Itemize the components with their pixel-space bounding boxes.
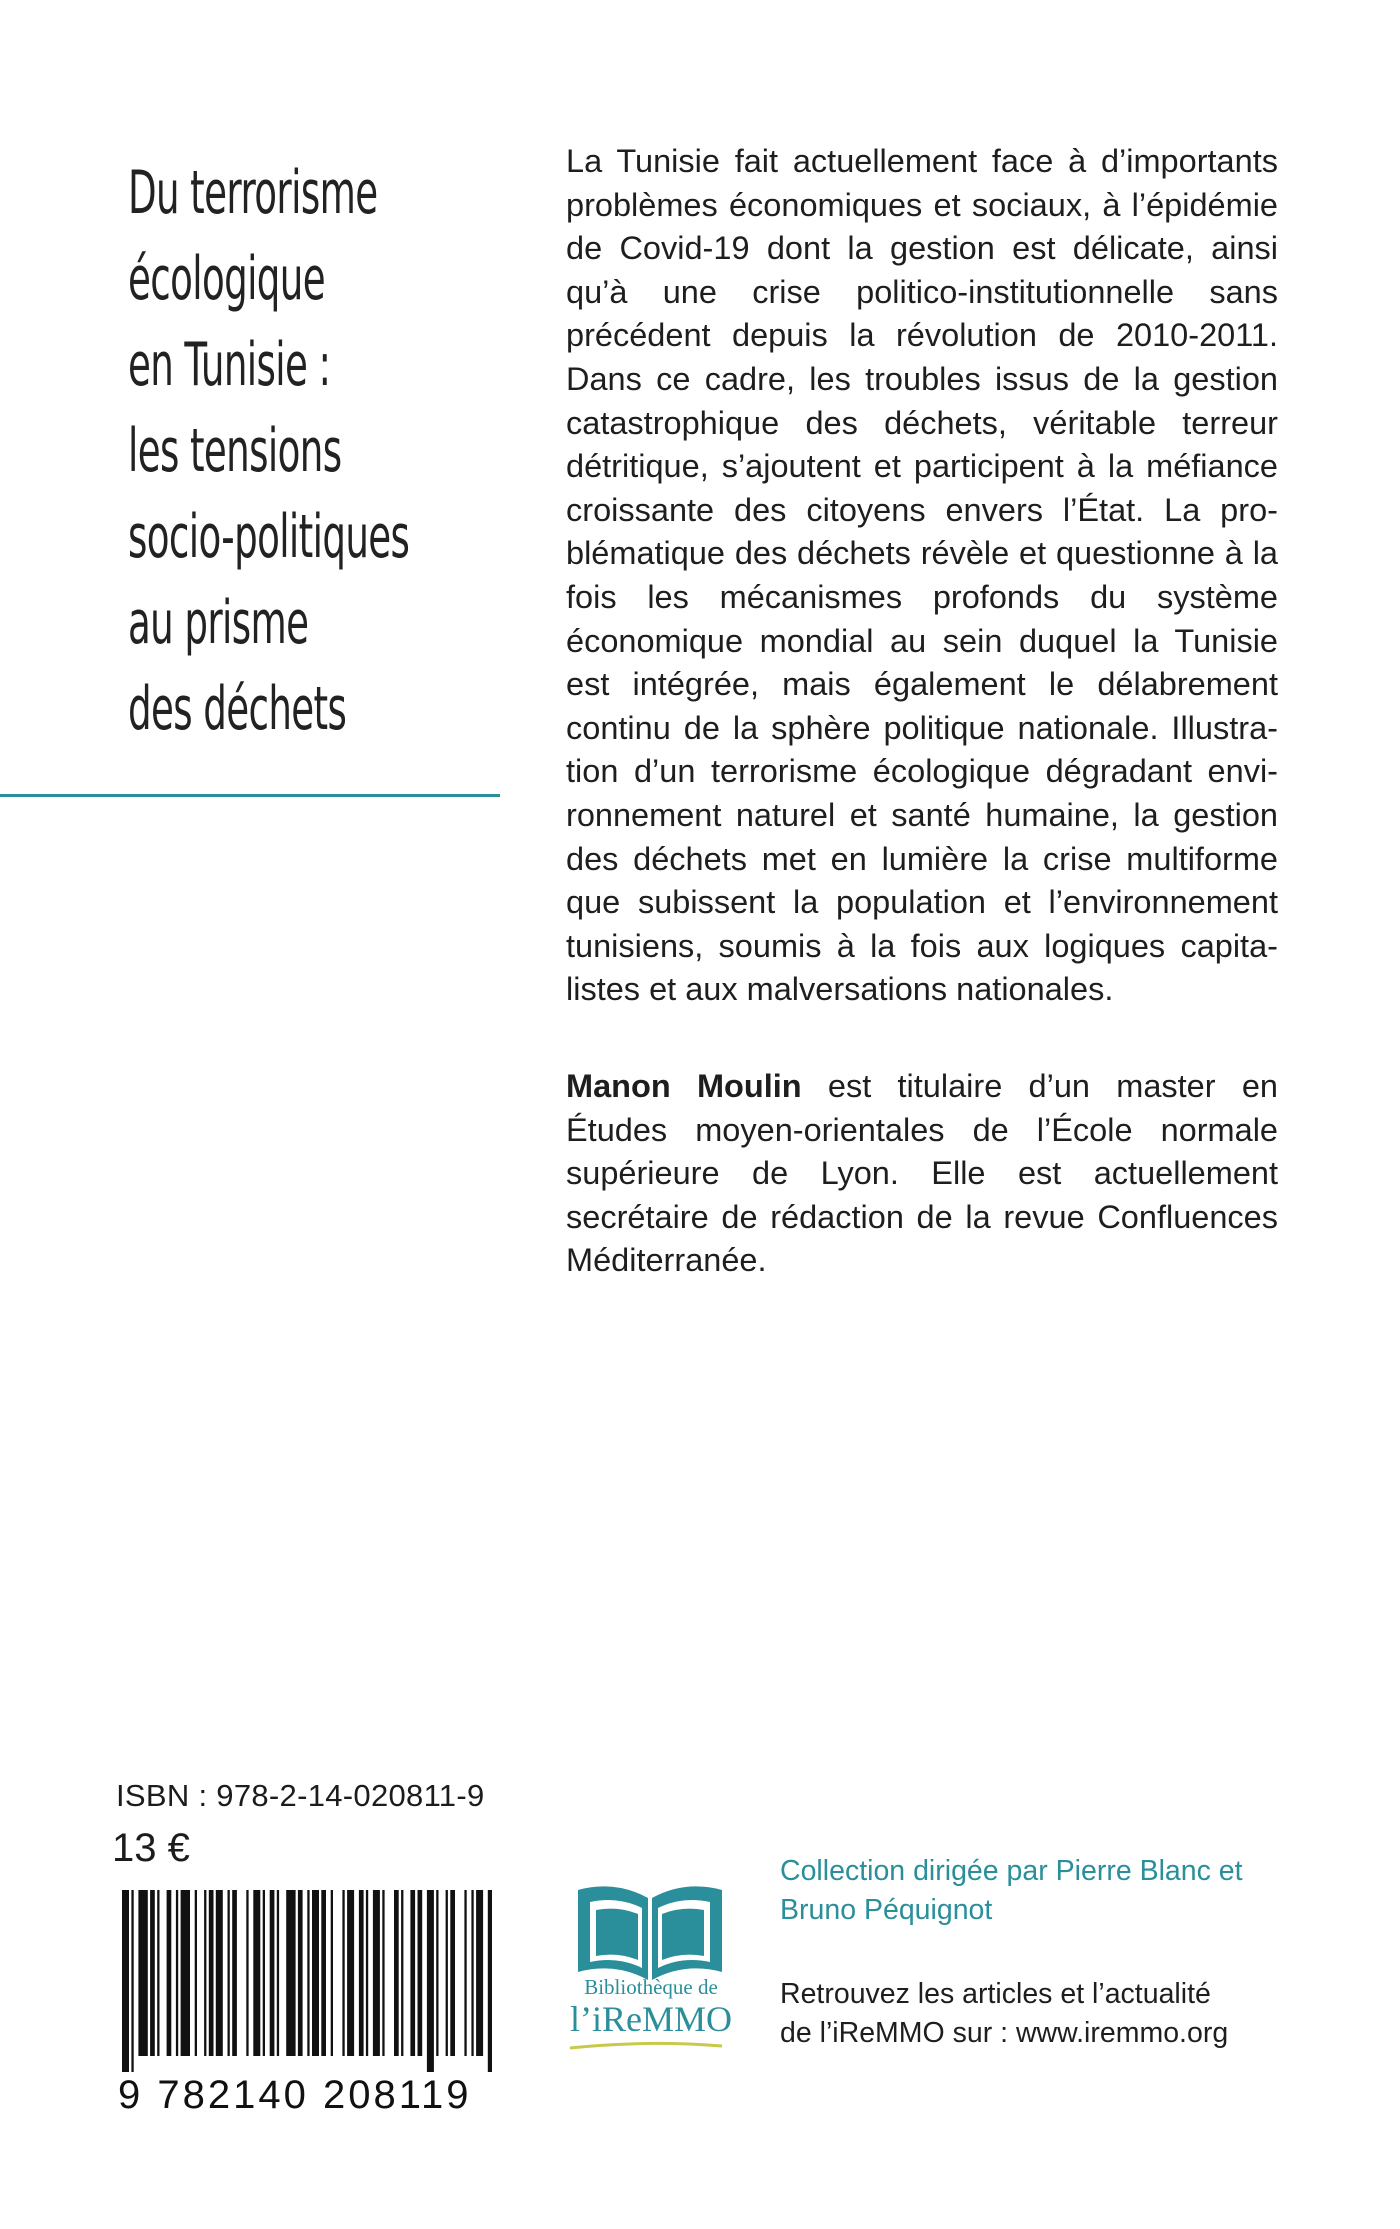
title-line: socio-politiques (128, 502, 410, 572)
logo-label: Bibliothèque de (584, 1975, 718, 1999)
synopsis-text: La Tunisie fait actuellement face à d’importants problèmes économiques et sociaux, à l’épidémie de Covid-19 dont la gestion est délicate, ainsi qu’à une crise politico-institutionnelle sans précédent depuis la révolution de 2010-2011. Dans ce cadre, les troubles issus de la gestion catastrophique des déchets, véritable terreur détritique, s’ajoutent et participent à la méfiance croissante des citoyens envers l’État. La problématique des déchets révèle et questionne à la fois les mécanismes profonds du système économique mondial au sein duquel la Tunisie est intégrée, mais également le délabrement continu de la sphère politique nationale. Illustration d’un terrorisme écologique dégradant environnement naturel et santé humaine, la gestion des déchets met en lumière la crise multiforme que subissent la population et l’environnement tunisiens, soumis à la fois aux logiques capitalistes et aux malversations nationales. (566, 143, 1278, 1008)
barcode-bar (246, 1890, 248, 2056)
website-line: Retrouvez les articles et l’actualité (780, 1978, 1211, 2010)
barcode-bar (131, 1890, 133, 2072)
title-divider (0, 794, 500, 797)
author-bio-body: est titulaire d’un master en Études moyen-orientales de l’École normale supérieure de Lyon. Elle est actuellement secrétaire de rédaction de la revue Confluences Méditerranée. (566, 1068, 1278, 1279)
barcode-graphic (122, 1890, 492, 2072)
barcode-bar (228, 1890, 230, 2056)
barcode-bar (410, 1890, 415, 2056)
barcode-bar (401, 1890, 403, 2056)
price: 13 € (112, 1826, 190, 1870)
barcode-bar (270, 1890, 275, 2056)
logo-swoosh-icon (566, 2038, 726, 2054)
barcode-bar (373, 1890, 380, 2056)
title-line: écologique (128, 244, 326, 314)
title-line: au prisme (128, 588, 309, 658)
website-line: de l’iReMMO sur : www.iremmo.org (780, 2017, 1229, 2049)
barcode-bar (382, 1890, 384, 2056)
barcode-digits: 9 782140 208119 (118, 2073, 472, 2117)
title-line: en Tunisie : (128, 330, 331, 400)
barcode-bar (312, 1890, 319, 2056)
barcode-bar (464, 1890, 466, 2056)
barcode-bar (216, 1890, 223, 2056)
barcode-bar (181, 1890, 190, 2056)
barcode-bar (204, 1890, 206, 2056)
collection-line: Collection dirigée par Pierre Blanc et (780, 1855, 1243, 1887)
website-note (780, 1975, 1340, 2053)
barcode-bar (394, 1890, 399, 2056)
author-name: Manon Moulin (566, 1068, 802, 1104)
title-line: Du terrorisme (128, 158, 378, 228)
author-bio-text (566, 1065, 1278, 1283)
barcode-bar (195, 1890, 197, 2056)
title-line: les tensions (128, 416, 342, 486)
barcode-bar (446, 1890, 448, 2056)
book-title (128, 150, 528, 752)
barcode-bar (450, 1890, 455, 2056)
barcode-bar (286, 1890, 295, 2056)
barcode-bar (366, 1890, 368, 2056)
collection-credit (780, 1852, 1300, 1930)
barcode-bar (307, 1890, 309, 2056)
barcode-bar (321, 1890, 326, 2056)
barcode-bar (167, 1890, 172, 2056)
barcode-bar (176, 1890, 178, 2056)
barcode-bar (476, 1890, 483, 2056)
barcode-bar (253, 1890, 260, 2056)
barcode-bar (427, 1890, 434, 2072)
barcode (122, 1890, 492, 2072)
collection-line: Bruno Péquignot (780, 1894, 993, 1926)
barcode-bar (342, 1890, 344, 2056)
barcode-bar (122, 1890, 129, 2072)
synopsis (566, 140, 1278, 1012)
barcode-bar (138, 1890, 147, 2056)
barcode-bar (298, 1890, 303, 2056)
barcode-bar (418, 1890, 423, 2056)
title-line: des déchets (128, 674, 347, 744)
barcode-bar (263, 1890, 265, 2056)
barcode-bar (209, 1890, 214, 2056)
barcode-bar (347, 1890, 354, 2056)
barcode-bar (436, 1890, 438, 2056)
barcode-bar (471, 1890, 473, 2056)
isbn: ISBN : 978-2-14-020811-9 (116, 1778, 485, 1813)
author-bio (566, 1065, 1278, 1283)
barcode-bar (277, 1890, 279, 2056)
barcode-bar (359, 1890, 364, 2056)
logo-name: l’iReMMO (570, 1999, 732, 2039)
barcode-bar (157, 1890, 159, 2056)
barcode-bar (232, 1890, 237, 2056)
barcode-bar (331, 1890, 333, 2056)
barcode-bar (488, 1890, 492, 2072)
barcode-bar (150, 1890, 155, 2056)
